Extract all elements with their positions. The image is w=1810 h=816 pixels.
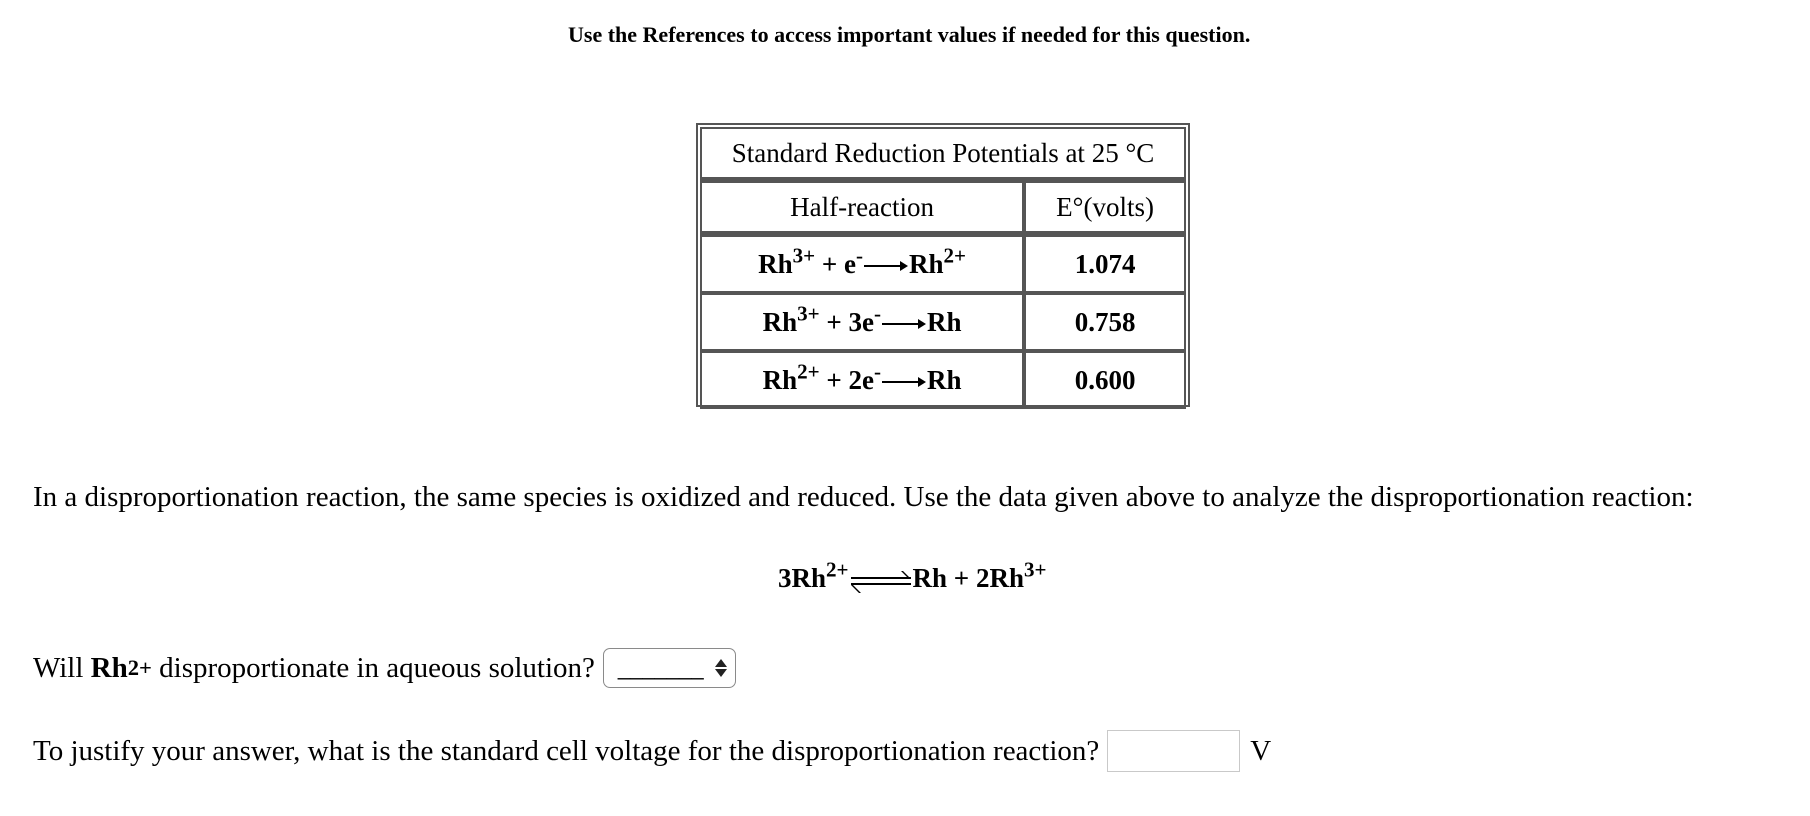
question-disproportionate: Will Rh 2+ disproportionate in aqueous solution? _______ bbox=[33, 648, 736, 688]
table-row bbox=[700, 293, 1186, 351]
q1-suffix: disproportionate in aqueous solution? bbox=[151, 651, 595, 684]
half-reaction-cell bbox=[700, 351, 1024, 409]
q2-text: To justify your answer, what is the standard cell voltage for the disproportionation reaction? bbox=[33, 734, 1100, 767]
q1-species: Rh bbox=[90, 651, 128, 684]
disproportionate-select[interactable] bbox=[603, 648, 736, 688]
table-title: Standard Reduction Potentials at 25 °C bbox=[700, 127, 1186, 181]
reactant-charge: 3+ bbox=[792, 242, 816, 267]
electron-term: + e bbox=[815, 248, 856, 279]
product-charge: 2+ bbox=[943, 242, 967, 267]
potential-value: 1.074 bbox=[1024, 235, 1186, 293]
reaction-arrow-icon bbox=[882, 317, 926, 331]
col-header-half-reaction: Half-reaction bbox=[700, 181, 1024, 235]
reaction-arrow-icon bbox=[864, 259, 908, 273]
half-reaction-cell bbox=[700, 293, 1024, 351]
reactant-species: Rh bbox=[762, 306, 798, 337]
srp-table bbox=[700, 127, 1186, 409]
reactant-species: Rh bbox=[758, 248, 793, 279]
reactant-species: Rh bbox=[762, 364, 798, 395]
electron-charge: - bbox=[874, 358, 882, 383]
equation-product-charge: 3+ bbox=[1023, 557, 1047, 582]
potential-value: 0.600 bbox=[1024, 351, 1186, 409]
table-row bbox=[700, 235, 1186, 293]
cell-voltage-input[interactable] bbox=[1107, 730, 1240, 772]
q1-prefix: Will bbox=[33, 651, 91, 684]
disproportionation-equation bbox=[778, 557, 1047, 594]
reduction-potentials-table bbox=[696, 123, 1190, 407]
instructions-banner: Use the References to access important values if needed for this question. bbox=[568, 22, 1251, 47]
electron-charge: - bbox=[874, 300, 882, 325]
equation-reactant: 3Rh bbox=[778, 563, 827, 593]
question-cell-voltage bbox=[33, 730, 1271, 772]
equilibrium-arrow-icon bbox=[851, 573, 911, 589]
electron-term: + 2e bbox=[819, 364, 875, 395]
electron-term: + 3e bbox=[819, 306, 875, 337]
reactant-charge: 2+ bbox=[797, 358, 820, 383]
voltage-unit: V bbox=[1250, 734, 1272, 767]
problem-description: In a disproportionation reaction, the same species is oxidized and reduced. Use the data given above to analyze the disproportionation reaction: bbox=[33, 481, 1694, 513]
product-species: Rh bbox=[927, 306, 962, 337]
reaction-arrow-icon bbox=[882, 375, 926, 389]
product-species: Rh bbox=[909, 248, 944, 279]
potential-value: 0.758 bbox=[1024, 293, 1186, 351]
select-value: _______ bbox=[617, 655, 704, 680]
half-reaction-cell bbox=[700, 235, 1024, 293]
col-header-potential: E°(volts) bbox=[1024, 181, 1186, 235]
select-arrows-icon bbox=[715, 659, 727, 677]
table-row bbox=[700, 351, 1186, 409]
equation-products: Rh + 2Rh bbox=[912, 563, 1024, 593]
reactant-charge: 3+ bbox=[797, 300, 820, 325]
equation-reactant-charge: 2+ bbox=[826, 557, 849, 582]
product-species: Rh bbox=[927, 364, 962, 395]
electron-charge: - bbox=[856, 242, 864, 267]
